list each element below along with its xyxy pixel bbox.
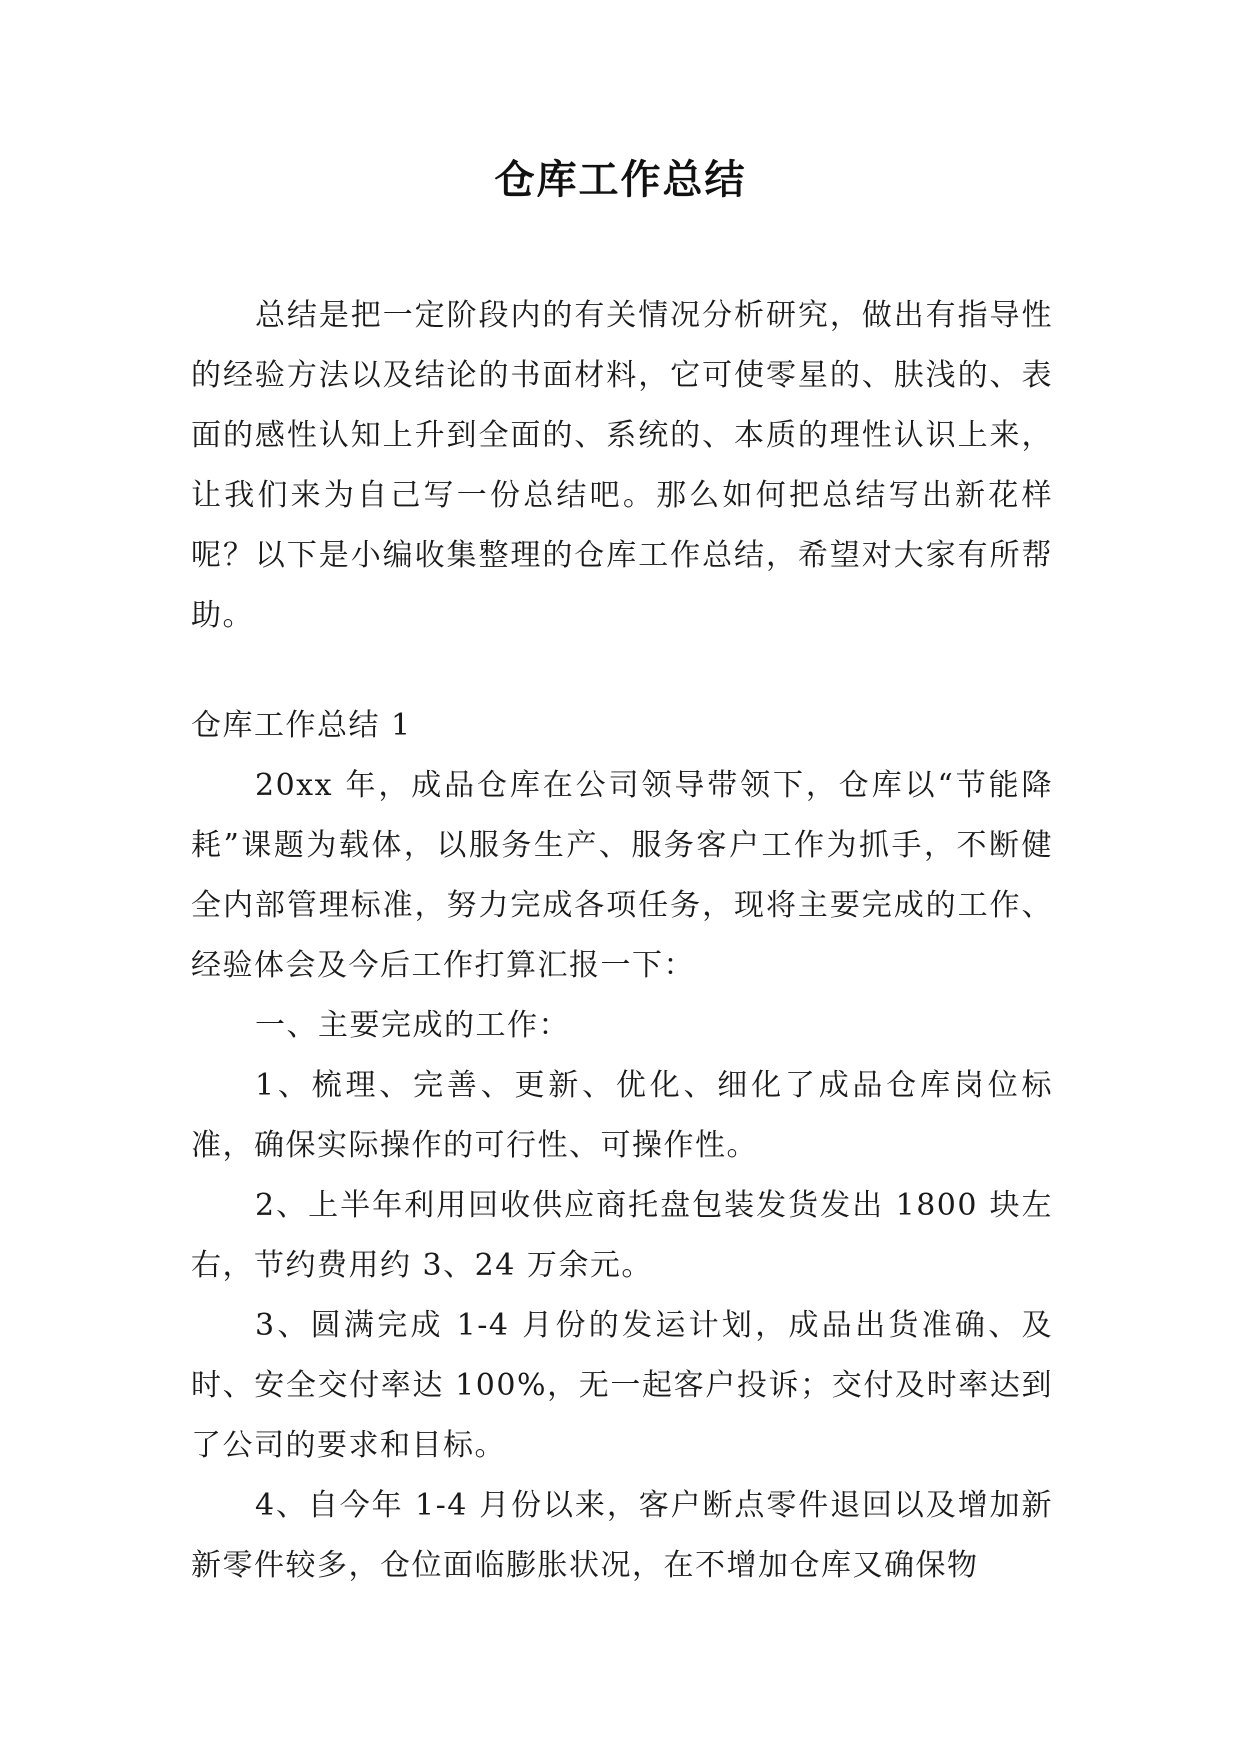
section-paragraph: 20xx 年，成品仓库在公司领导带领下，仓库以“节能降耗”课题为载体，以服务生产、服务客户工作为抓手，不断健全内部管理标准，努力完成各项任务，现将主要完成的工作、经验体会及今后工作打算汇报一下：	[191, 768, 1053, 983]
section-body	[191, 756, 1053, 1596]
section-paragraph: 2、上半年利用回收供应商托盘包装发货发出 1800 块左右，节约费用约 3、24 万余元。	[191, 1188, 1053, 1283]
document-title: 仓库工作总结	[494, 157, 747, 203]
section-heading: 仓库工作总结 1	[191, 708, 412, 743]
section-paragraph: 4、自今年 1-4 月份以来，客户断点零件退回以及增加新新零件较多，仓位面临膨胀状况，在不增加仓库又确保物	[191, 1488, 1053, 1583]
section-paragraph: 一、主要完成的工作：	[255, 1008, 570, 1043]
section-paragraph: 1、梳理、完善、更新、优化、细化了成品仓库岗位标准，确保实际操作的可行性、可操作性。	[191, 1068, 1053, 1163]
section-paragraph: 3、圆满完成 1-4 月份的发运计划，成品出货准确、及时、安全交付率达 100%，无一起客户投诉；交付及时率达到了公司的要求和目标。	[191, 1308, 1053, 1463]
intro-paragraph: 总结是把一定阶段内的有关情况分析研究，做出有指导性的经验方法以及结论的书面材料，它可使零星的、肤浅的、表面的感性认知上升到全面的、系统的、本质的理性认识上来，让我们来为自己写一份总结吧。那么如何把总结写出新花样呢？以下是小编收集整理的仓库工作总结，希望对大家有所帮助。	[191, 298, 1053, 633]
